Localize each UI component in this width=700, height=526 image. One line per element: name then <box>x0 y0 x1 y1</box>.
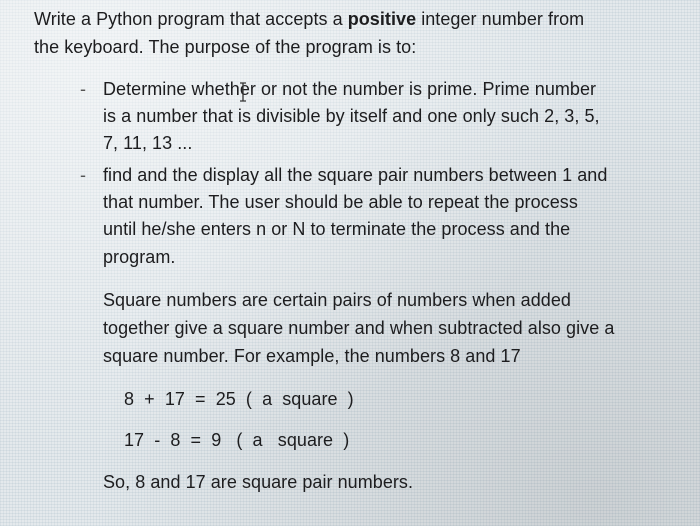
text-cursor-icon <box>238 82 248 102</box>
intro-emphasis-positive: positive <box>347 9 417 29</box>
bullet-marker-1: - <box>80 79 86 99</box>
bullet-1-line-3: 7, 11, 13 ... <box>103 133 193 153</box>
bullet-1-line-2: is a number that is divisible by itself and one only such 2, 3, 5, <box>103 106 600 126</box>
bullet-1-line-1: Determine whether or not the number is prime. Prime number <box>103 79 597 99</box>
bullet-2-line-1: find and the display all the square pair numbers between 1 and <box>103 165 608 185</box>
intro-text-end: integer number from <box>416 9 585 29</box>
explanation-line-1: Square numbers are certain pairs of numbers when added <box>103 290 571 310</box>
explanation-line-2: together give a square number and when subtracted also give a <box>103 318 615 338</box>
intro-text-start: Write a Python program that accepts a <box>34 9 348 29</box>
intro-line-1 <box>34 6 584 32</box>
bullet-2-line-4: program. <box>103 247 176 267</box>
bullet-marker-2: - <box>80 165 86 185</box>
example-addition: 8 + 17 = 25 ( a square ) <box>124 389 354 409</box>
bullet-2-line-3: until he/she enters n or N to terminate the process and the <box>103 219 571 239</box>
intro-line-2: the keyboard. The purpose of the program is to: <box>34 37 417 57</box>
explanation-line-3: square number. For example, the numbers 8 and 17 <box>103 346 521 366</box>
conclusion-text: So, 8 and 17 are square pair numbers. <box>103 472 414 492</box>
bullet-2-line-2: that number. The user should be able to repeat the process <box>103 192 578 212</box>
example-subtraction: 17 - 8 = 9 ( a square ) <box>124 430 350 450</box>
